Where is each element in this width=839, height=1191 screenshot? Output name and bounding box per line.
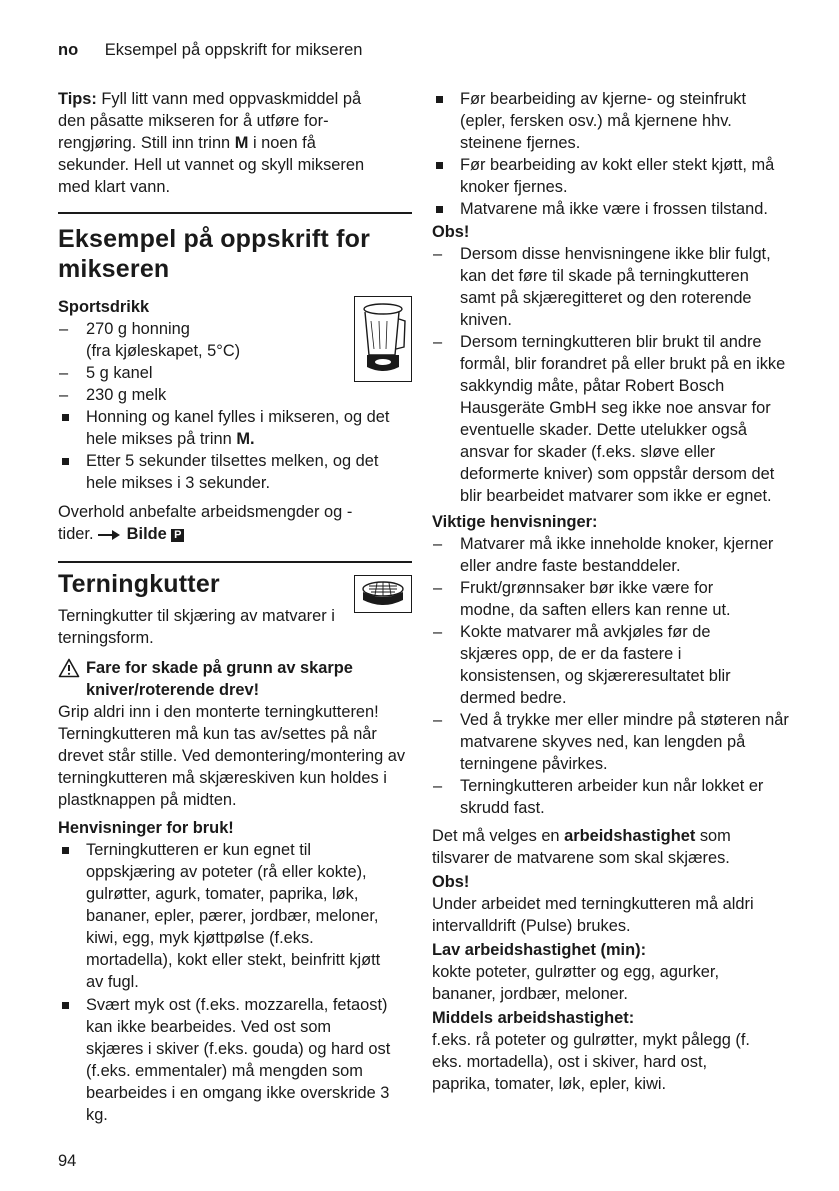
- tips-text: Fyll litt vann med oppvaskmiddel på den påsatte mikseren for å utføre for-rengjøring. Still inn trinn: [58, 90, 362, 152]
- warning-heading: Fare for skade på grunn av skarpe kniver/roterende drev!: [58, 657, 412, 701]
- terning-title: Terningkutter: [58, 570, 220, 598]
- tips-text-2: i noen få sekunder. Hell ut vannet og skyll mikseren med klart vann.: [58, 134, 365, 196]
- left-column: [58, 88, 412, 1126]
- list-item: Honning og kanel fylles i mikseren, og det hele mikses på trinn M.: [58, 406, 406, 450]
- list-item: – Dersom disse henvisningene ikke blir fulgt, kan det føre til skade på terningkutteren samt på skjæregitteret og den roterende kniven.: [432, 243, 786, 331]
- obs-heading: Obs!: [432, 223, 470, 241]
- middels-text: f.eks. rå poteter og gulrøtter, mykt pålegg (f. eks. mortadella), ost i skiver, hard ost, paprika, tomater, løk, epler, kiwi.: [432, 1031, 750, 1093]
- list-item: Matvarene må ikke være i frossen tilstand.: [432, 198, 790, 220]
- tips-label: Tips:: [58, 90, 97, 108]
- page-header: [58, 39, 362, 61]
- list-item: (fra kjøleskapet, 5°C): [86, 342, 241, 360]
- list-item: Svært myk ost (f.eks. mozzarella, fetaost) kan ikke bearbeides. Ved ost som skjæres i skiver (f.eks. gouda) og hard ost (f.eks. emmentaler) må mengden som bearbeides i en omgang ikke overskride 3 kg.: [58, 994, 392, 1126]
- header-title: Eksempel på oppskrift for mikseren: [104, 41, 363, 59]
- viktige-heading: Viktige henvisninger:: [432, 513, 598, 531]
- terning-block: [58, 569, 412, 1126]
- henvisninger-heading: Henvisninger for bruk!: [58, 819, 234, 837]
- tips-bold: M: [234, 134, 249, 152]
- speed-paragraph: Det må velges en arbeidshastighet som tilsvarer de matvarene som skal skjæres.: [432, 827, 731, 867]
- viktige-list: [432, 533, 789, 819]
- obs2-heading: Obs!: [432, 873, 470, 891]
- lav-text: kokte poteter, gulrøtter og egg, agurker, bananer, jordbær, meloner.: [432, 963, 720, 1003]
- list-item: – 5 g kanel: [58, 362, 412, 384]
- obs-list: [432, 243, 784, 507]
- list-item: Før bearbeiding av kjerne- og steinfrukt (epler, fersken osv.) må kjernene hhv. steinene fjernes.: [432, 88, 778, 154]
- list-item: – 230 g melk: [58, 384, 412, 406]
- list-item: Terningkutteren er kun egnet til oppskjæring av poteter (rå eller kokte), gulrøtter, agurk, tomater, paprika, løk, bananer, epler, pærer, jordbær, meloner, kiwi, egg, myk kjøttpølse (f.eks. mortadella), kokt eller stekt, beinfritt kjøtt av fugl.: [58, 839, 392, 993]
- recipe-title: Eksempel på oppskrift for mikseren: [58, 225, 371, 283]
- lav-heading: Lav arbeidshastighet (min):: [432, 941, 647, 959]
- bilde-reference: Bilde: [126, 525, 167, 543]
- list-item: – Kokte matvarer må avkjøles før de skjæres opp, de er da fastere i konsistensen, og skjæreresultatet blir dermed bedre.: [432, 621, 756, 709]
- recipe-block: [58, 296, 412, 545]
- list-item: Før bearbeiding av kokt eller stekt kjøtt, må knoker fjernes.: [432, 154, 778, 198]
- list-item: – Dersom terningkutteren blir brukt til andre formål, blir forandret på eller brukt på en ikke sakkyndig måte, påtar Robert Bosch Hausgeräte GmbH seg ikke noe ansvar for eventuelle skader. Dette utelukker også ansvar for skader (f.eks. sløve eller deformerte kniver) som oppstår dersom det blir bearbeidet matvarer som ikke er egnet.: [432, 331, 786, 507]
- usage-list: [58, 839, 412, 1126]
- language-code: no: [58, 41, 79, 59]
- overhold-paragraph: Overhold anbefalte arbeidsmengder og -tider. Bilde P: [58, 503, 353, 543]
- list-item: – Ved å trykke mer eller mindre på støteren når matvarene skyves ned, kan lengden på terningene påvirkes.: [432, 709, 790, 775]
- warning-text: Grip aldri inn i den monterte terningkutteren! Terningkutteren må kun tas av/settes på når drevet står stille. Ved demontering/montering av terningkutteren må skjæreskiven kun holdes i plastknappen på midten.: [58, 703, 406, 809]
- page-number: 94: [58, 1152, 77, 1170]
- section-divider: [58, 561, 412, 563]
- list-item: – Matvarer må ikke inneholde knoker, kjerner eller andre faste bestanddeler.: [432, 533, 786, 577]
- figure-letter-badge: P: [171, 529, 184, 542]
- tips-paragraph: [58, 88, 368, 198]
- sportsdrikk-heading: Sportsdrikk: [58, 298, 150, 316]
- terning-intro: Terningkutter til skjæring av matvarer i terningsform.: [58, 607, 335, 647]
- dicer-icon: [354, 575, 412, 613]
- right-column: [432, 88, 789, 1095]
- ingredient-list: [58, 318, 412, 494]
- arrow-icon: [98, 530, 122, 540]
- list-item: – Terningkutteren arbeider kun når lokket er skrudd fast.: [432, 775, 786, 819]
- section-divider: [58, 212, 412, 214]
- middels-heading: Middels arbeidshastighet:: [432, 1009, 635, 1027]
- list-item: – Frukt/grønnsaker bør ikke være for modne, da saften ellers kan renne ut.: [432, 577, 756, 621]
- fruit-list: [432, 88, 784, 220]
- list-item: – 270 g honning: [58, 318, 412, 340]
- obs2-text: Under arbeidet med terningkutteren må aldri intervalldrift (Pulse) brukes.: [432, 895, 754, 935]
- warning-icon: [58, 658, 80, 678]
- list-item: Etter 5 sekunder tilsettes melken, og det hele mikses i 3 sekunder.: [58, 450, 406, 494]
